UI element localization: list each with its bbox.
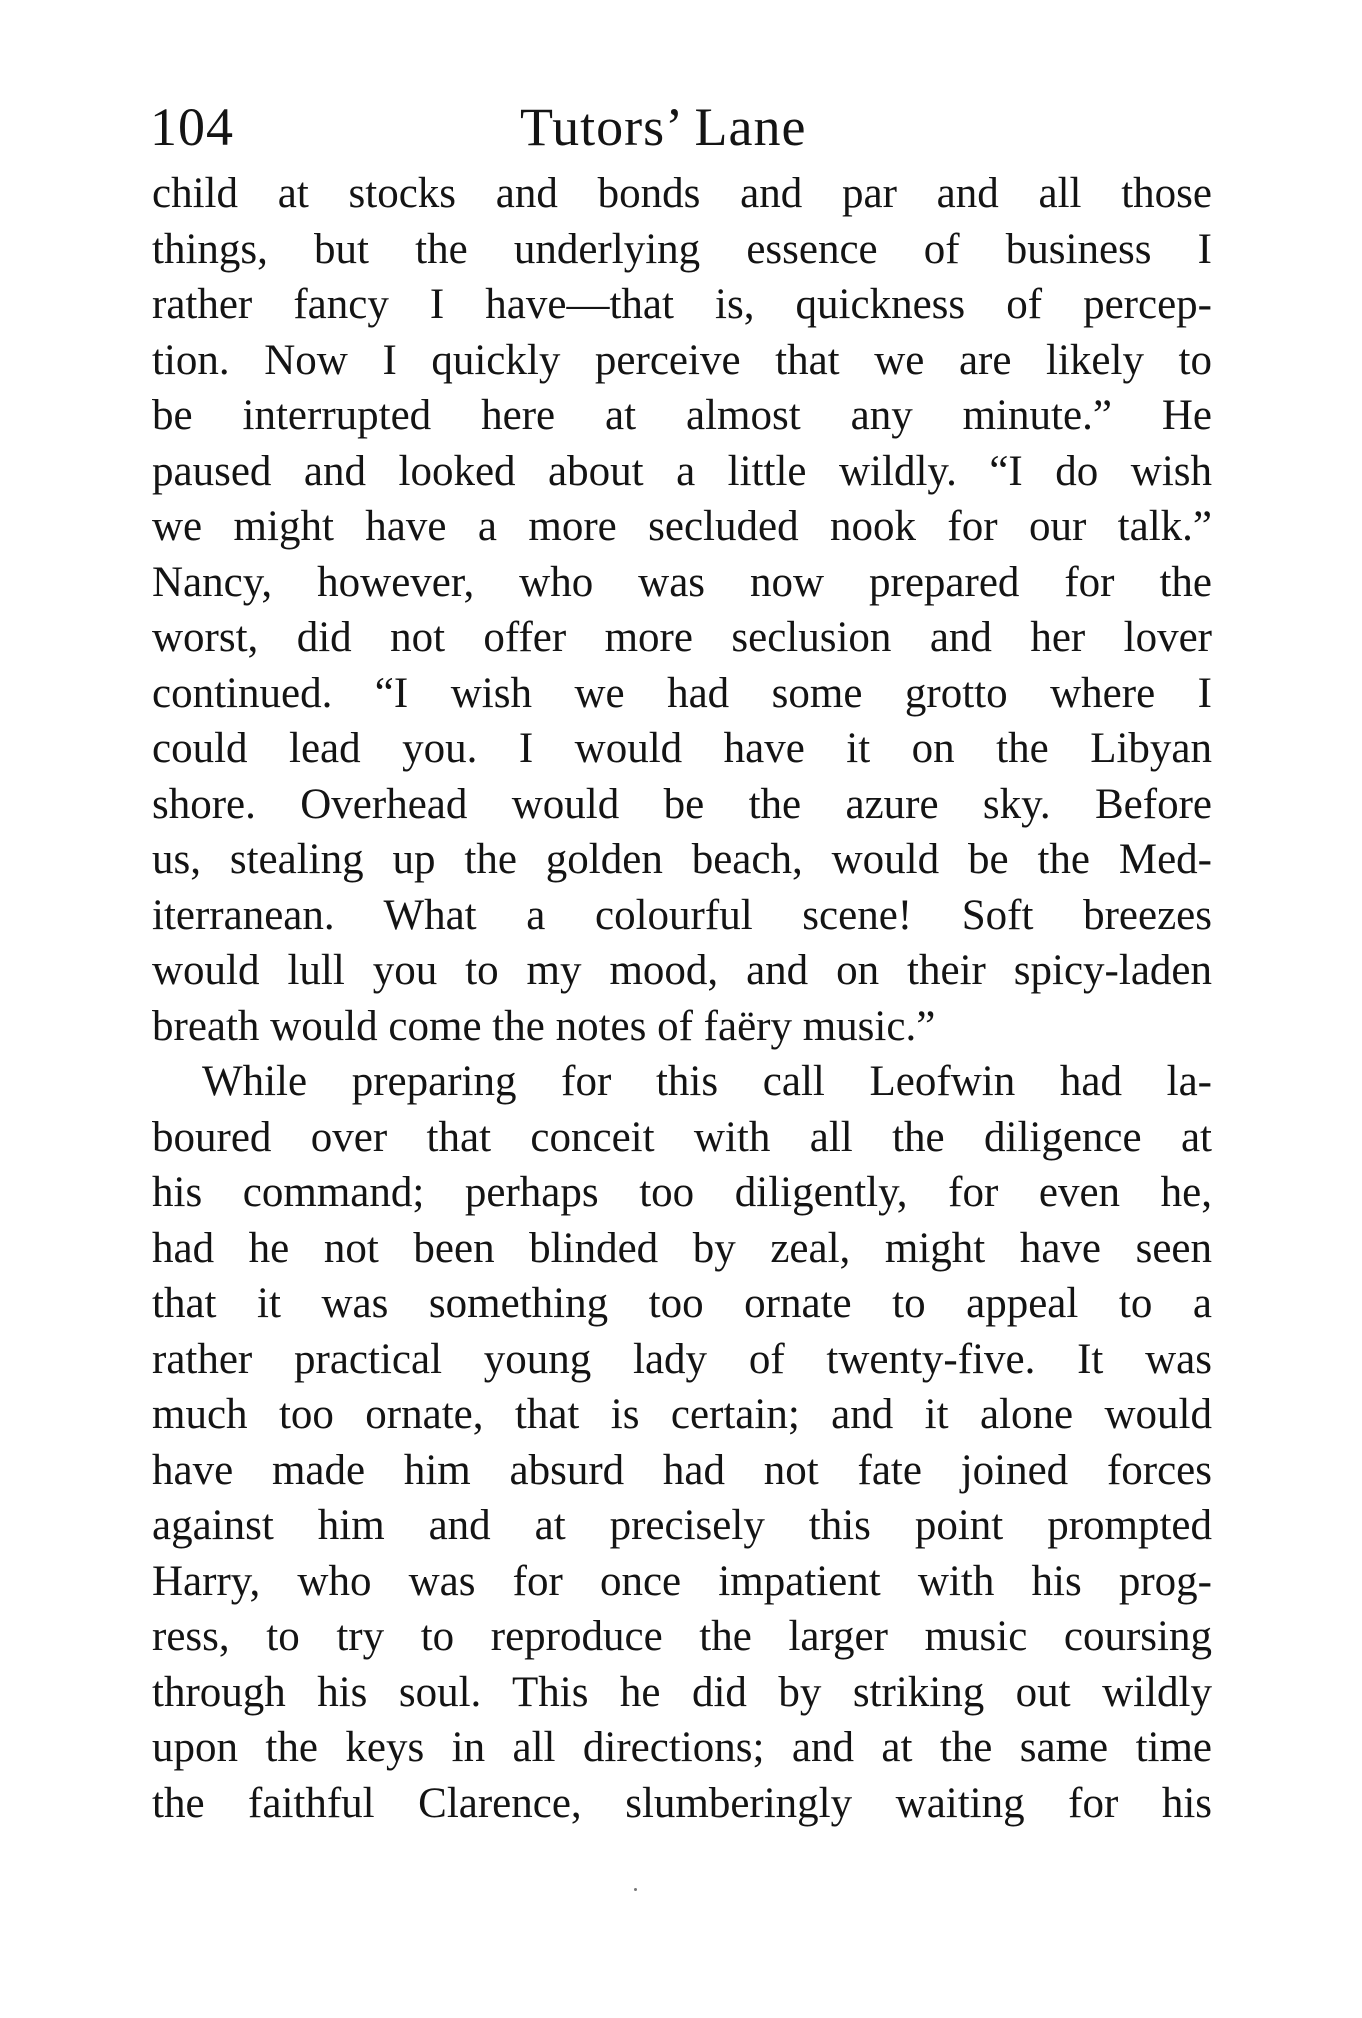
page-number: 104: [150, 97, 234, 157]
text-line: things, but the underlying essence of business I: [152, 225, 1212, 273]
text-line: rather fancy I have—that is, quickness of percep-: [152, 281, 1212, 328]
text-line: breath would come the notes of faëry music.”: [152, 1002, 936, 1050]
text-line: would lull you to my mood, and on their spicy-laden: [152, 947, 1212, 994]
text-line: While preparing for this call Leofwin had la-: [202, 1058, 1212, 1105]
text-line: his command; perhaps too diligently, for even he,: [152, 1169, 1212, 1216]
text-line: upon the keys in all directions; and at the same time: [152, 1724, 1212, 1771]
text-line: paused and looked about a little wildly. “I do wish: [152, 447, 1212, 495]
text-line: continued. “I wish we had some grotto where I: [152, 669, 1212, 717]
text-line: boured over that conceit with all the diligence at: [152, 1113, 1212, 1161]
text-line: rather practical young lady of twenty-five. It was: [152, 1335, 1212, 1383]
running-title: Tutors’ Lane: [520, 97, 807, 157]
body-text: [152, 166, 1212, 1831]
running-head: [150, 92, 1210, 162]
text-line: had he not been blinded by zeal, might have seen: [152, 1224, 1212, 1272]
text-line: the faithful Clarence, slumberingly waiting for his: [152, 1779, 1212, 1827]
text-line: much too ornate, that is certain; and it alone would: [152, 1391, 1212, 1438]
text-line: tion. Now I quickly perceive that we are likely to: [152, 336, 1212, 384]
text-line: us, stealing up the golden beach, would be the Med-: [152, 836, 1212, 883]
paragraph-2: [152, 1054, 1212, 1831]
text-line: worst, did not offer more seclusion and her lover: [152, 614, 1212, 661]
text-line: iterranean. What a colourful scene! Soft breezes: [152, 891, 1212, 939]
text-line: that it was something too ornate to appeal to a: [152, 1280, 1212, 1327]
text-line: Nancy, however, who was now prepared for the: [152, 558, 1212, 606]
text-line: Harry, who was for once impatient with his prog-: [152, 1557, 1212, 1605]
text-line: child at stocks and bonds and par and all those: [152, 170, 1212, 217]
text-line: we might have a more secluded nook for our talk.”: [152, 503, 1212, 550]
paragraph-1: [152, 166, 1212, 1054]
text-line: could lead you. I would have it on the Libyan: [152, 725, 1212, 772]
text-line: shore. Overhead would be the azure sky. Before: [152, 780, 1212, 828]
text-line: through his soul. This he did by striking out wildly: [152, 1668, 1212, 1716]
text-line: against him and at precisely this point prompted: [152, 1502, 1212, 1549]
paper-speck: [634, 1888, 637, 1891]
text-line: ress, to try to reproduce the larger music coursing: [152, 1613, 1212, 1660]
text-line: be interrupted here at almost any minute.” He: [152, 392, 1212, 439]
text-line: have made him absurd had not fate joined forces: [152, 1446, 1212, 1494]
